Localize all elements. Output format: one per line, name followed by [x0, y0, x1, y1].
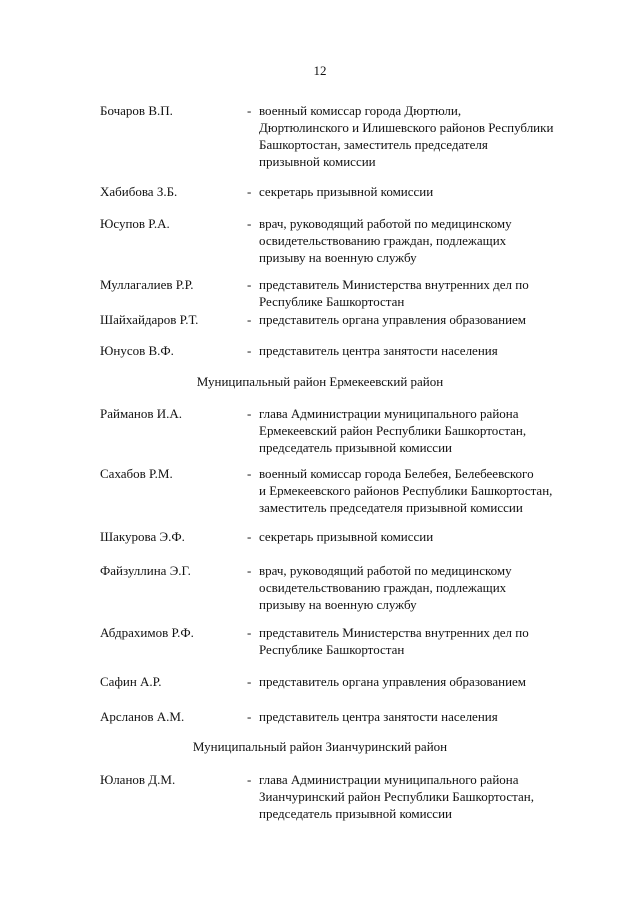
member-name: Бочаров В.П.: [100, 103, 173, 118]
dash-separator: -: [247, 674, 252, 689]
member-role-line: и Ермекеевского районов Республики Башкортостан,: [259, 483, 553, 498]
member-role-line: заместитель председателя призывной комиссии: [259, 500, 523, 515]
dash-separator: -: [247, 312, 252, 327]
member-name: Сахабов Р.М.: [100, 466, 173, 481]
member-role-line: глава Администрации муниципального района: [259, 772, 519, 787]
member-role-line: председатель призывной комиссии: [259, 440, 452, 455]
member-role-line: Ермекеевский район Республики Башкортостан,: [259, 423, 527, 438]
member-entry: [0, 562, 640, 613]
dash-separator: -: [247, 466, 252, 481]
dash-separator: -: [247, 625, 252, 640]
member-role-line: освидетельствованию граждан, подлежащих: [259, 233, 507, 248]
member-entry: [0, 102, 640, 170]
dash-separator: -: [247, 529, 252, 544]
member-entry: [0, 276, 640, 310]
section-heading: Муниципальный район Зианчуринский район: [192, 739, 448, 754]
member-name: Муллагалиев Р.Р.: [100, 277, 194, 292]
member-name: Абдрахимов Р.Ф.: [100, 625, 194, 640]
member-entry: [0, 405, 640, 456]
dash-separator: -: [247, 184, 252, 199]
dash-separator: -: [247, 563, 252, 578]
member-name: Хабибова З.Б.: [100, 184, 178, 199]
member-role-line: Республике Башкортостан: [259, 294, 405, 309]
member-name: Юсупов Р.А.: [100, 216, 170, 231]
member-name: Райманов И.А.: [100, 406, 182, 421]
member-role-line: представитель органа управления образованием: [259, 312, 527, 327]
member-role-line: секретарь призывной комиссии: [259, 184, 434, 199]
member-name: Файзуллина Э.Г.: [100, 563, 191, 578]
member-role-line: Республике Башкортостан: [259, 642, 405, 657]
member-entry: [0, 771, 640, 822]
member-role-line: призыву на военную службу: [259, 597, 417, 612]
member-role-line: представитель центра занятости населения: [259, 709, 498, 724]
member-role-line: освидетельствованию граждан, подлежащих: [259, 580, 507, 595]
member-role-line: врач, руководящий работой по медицинскому: [259, 216, 512, 231]
section-heading: Муниципальный район Ермекеевский район: [196, 374, 444, 389]
member-role-line: призыву на военную службу: [259, 250, 417, 265]
member-name: Юнусов В.Ф.: [100, 343, 174, 358]
member-role-line: секретарь призывной комиссии: [259, 529, 434, 544]
page-number: 12: [313, 63, 327, 78]
dash-separator: -: [247, 406, 252, 421]
member-role-line: представитель органа управления образованием: [259, 674, 527, 689]
member-role-line: председатель призывной комиссии: [259, 806, 452, 821]
member-role-line: Дюртюлинского и Илишевского районов Республики: [259, 120, 554, 135]
member-entry: [0, 673, 640, 690]
member-entry: [0, 624, 640, 658]
member-entry: [0, 342, 640, 359]
member-role-line: представитель Министерства внутренних дел по: [259, 277, 529, 292]
member-entry: [0, 528, 640, 545]
member-role-line: врач, руководящий работой по медицинскому: [259, 563, 512, 578]
dash-separator: -: [247, 103, 252, 118]
member-role-line: представитель центра занятости населения: [259, 343, 498, 358]
member-role-line: глава Администрации муниципального района: [259, 406, 519, 421]
dash-separator: -: [247, 709, 252, 724]
member-entry: [0, 311, 640, 328]
member-name: Шайхайдаров Р.Т.: [100, 312, 199, 327]
member-role-line: представитель Министерства внутренних дел по: [259, 625, 529, 640]
member-name: Арсланов А.М.: [100, 709, 185, 724]
member-entry: [0, 465, 640, 516]
member-name: Шакурова Э.Ф.: [100, 529, 185, 544]
member-role-line: военный комиссар города Дюртюли,: [259, 103, 462, 118]
member-entry: [0, 215, 640, 266]
dash-separator: -: [247, 277, 252, 292]
member-role-line: военный комиссар города Белебея, Белебеевского: [259, 466, 534, 481]
member-role-line: Башкортостан, заместитель председателя: [259, 137, 488, 152]
dash-separator: -: [247, 343, 252, 358]
member-entry: [0, 183, 640, 200]
member-name: Юланов Д.М.: [100, 772, 176, 787]
member-name: Сафин А.Р.: [100, 674, 162, 689]
dash-separator: -: [247, 772, 252, 787]
member-entry: [0, 708, 640, 725]
dash-separator: -: [247, 216, 252, 231]
member-role-line: призывной комиссии: [259, 154, 376, 169]
member-role-line: Зианчуринский район Республики Башкортостан,: [259, 789, 534, 804]
